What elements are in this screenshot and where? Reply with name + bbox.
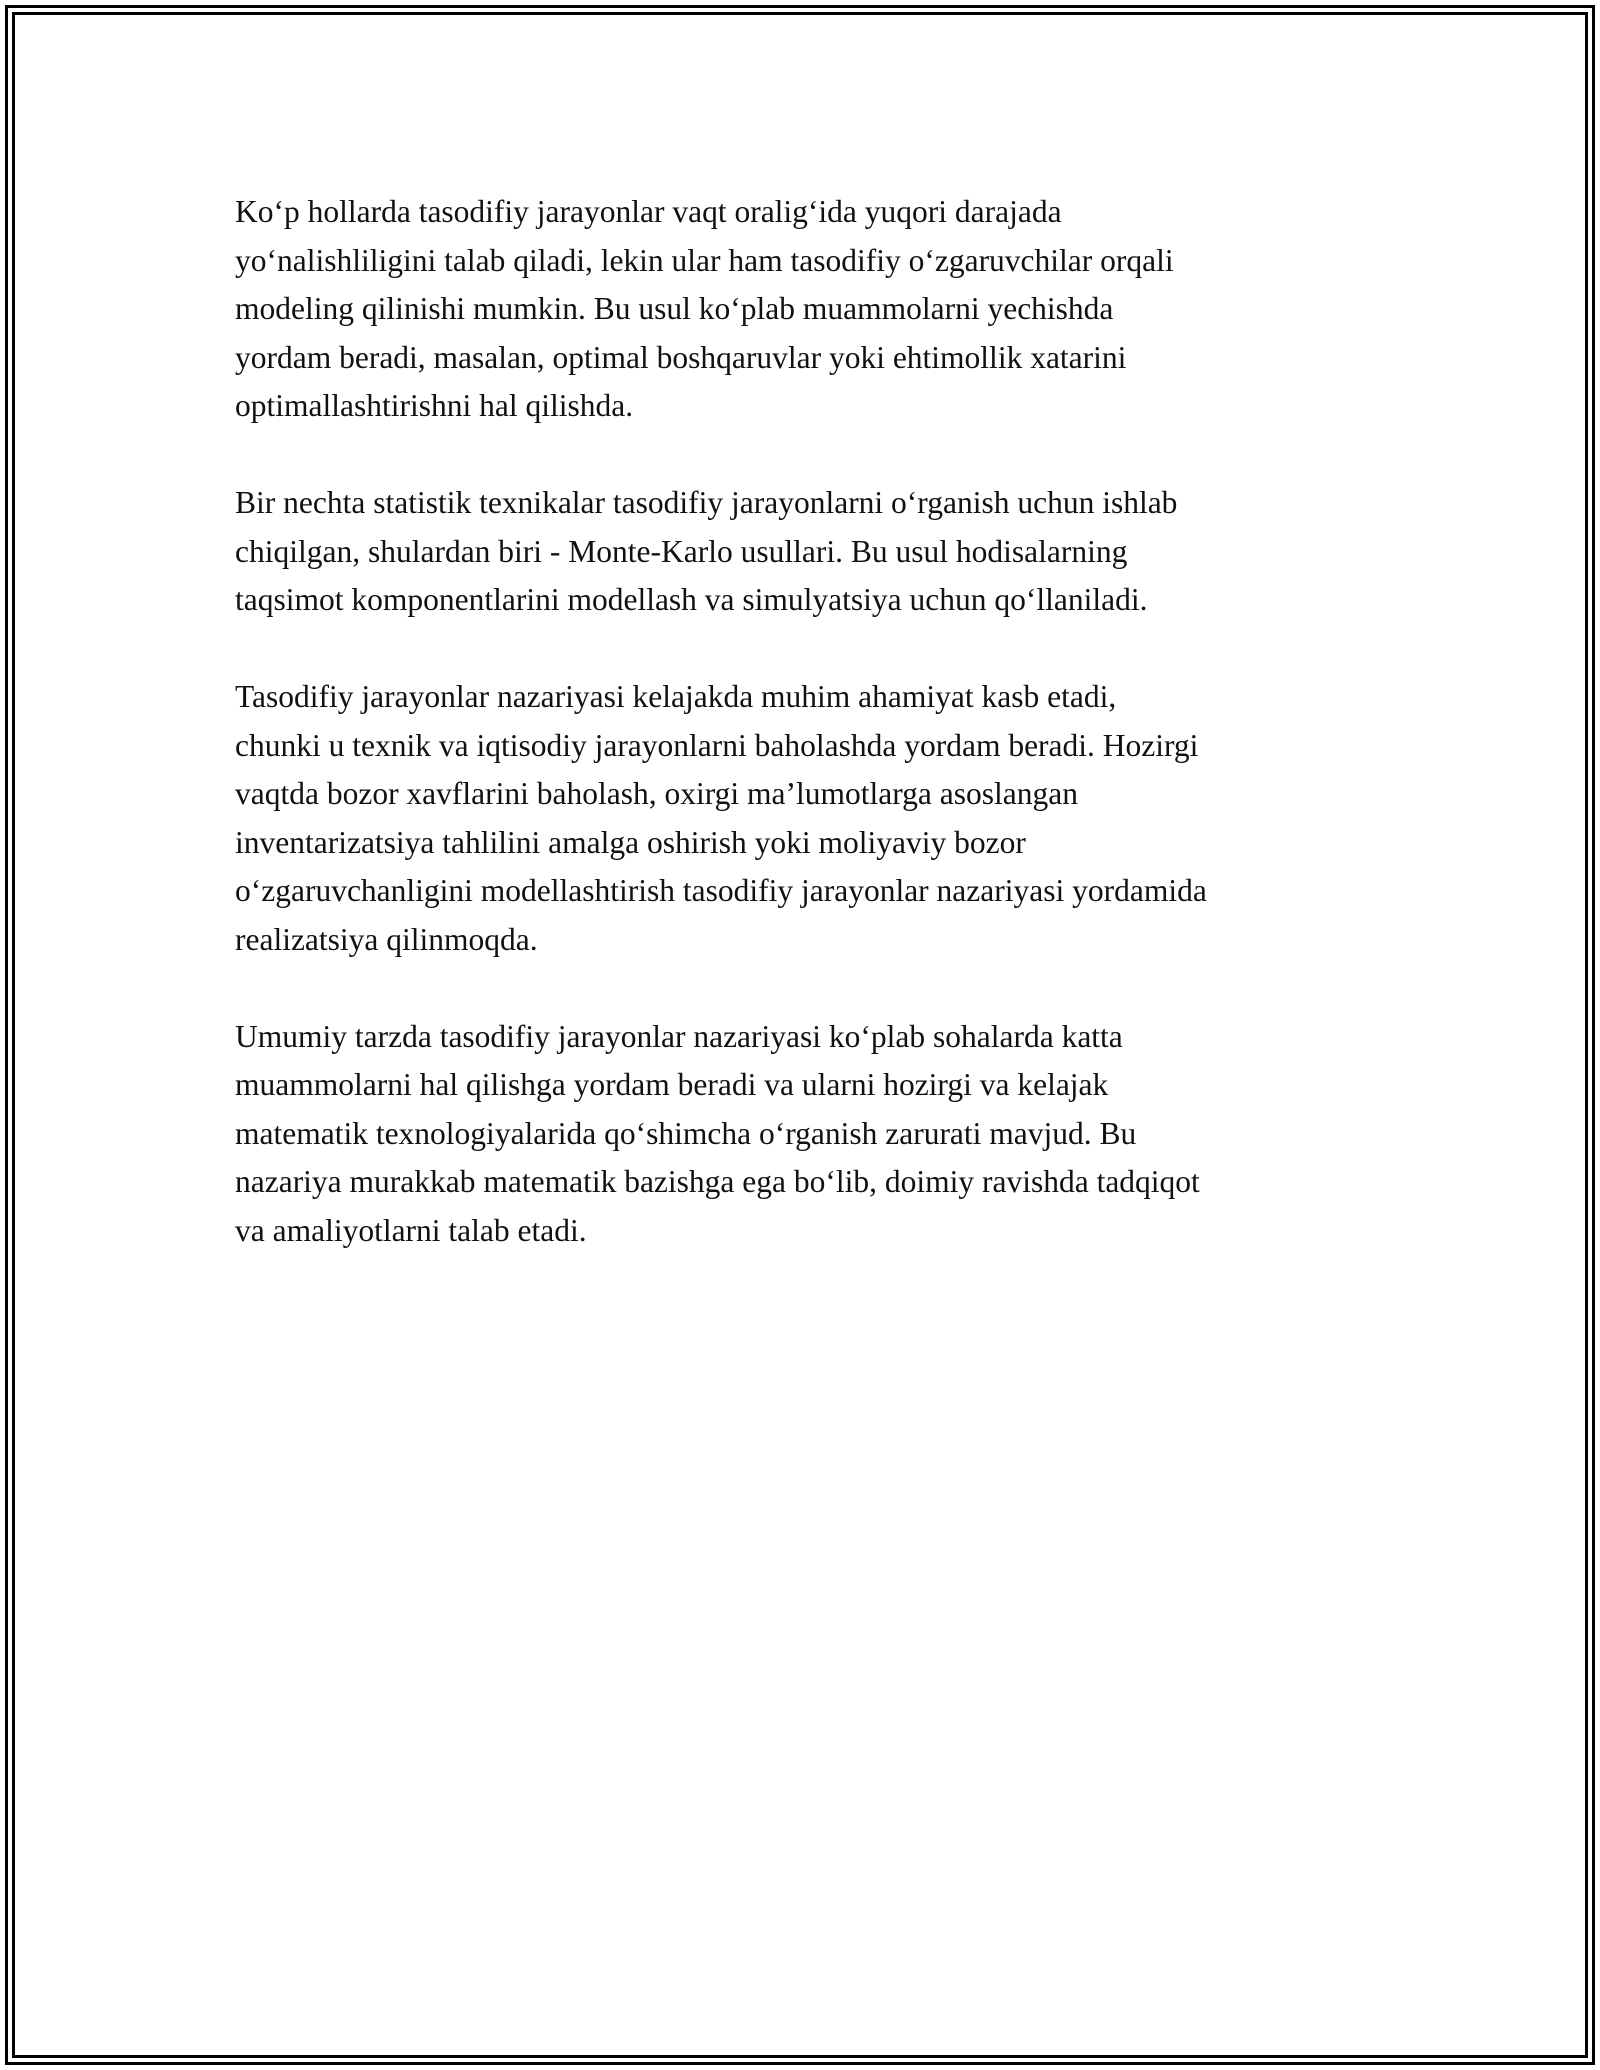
document-body bbox=[235, 188, 1385, 1304]
paragraph-4: Umumiy tarzda tasodifiy jarayonlar nazariyasi ko‘plab sohalarda katta muammolarni hal qilishga yordam beradi va ularni hozirgi va kelajak matematik texnologiyalarida qo‘shimcha o‘rganish zarurati mavjud. Bu nazariya murakkab matematik bazishga ega bo‘lib, doimiy ravishda tadqiqot va amaliyotlarni talab etadi. bbox=[235, 1018, 1200, 1248]
paragraph-1: Ko‘p hollarda tasodifiy jarayonlar vaqt oralig‘ida yuqori darajada yo‘nalishliligini talab qiladi, lekin ular ham tasodifiy o‘zgaruvchilar orqali modeling qilinishi mumkin. Bu usul ko‘plab muammolarni yechishda yordam beradi, masalan, optimal boshqaruvlar yoki ehtimollik xatarini optimallashtirishni hal qilishda. bbox=[235, 194, 1174, 423]
paragraph-3: Tasodifiy jarayonlar nazariyasi kelajakda muhim ahamiyat kasb etadi, chunki u texnik va iqtisodiy jarayonlarni baholashda yordam beradi. Hozirgi vaqtda bozor xavflarini baholash, oxirgi ma’lumotlarga asoslangan inventarizatsiya tahlilini amalga oshirish yoki moliyaviy bozor o‘zgaruvchanligini modellashtirish tasodifiy jarayonlar nazariyasi yordamida realizatsiya qilinmoqda. bbox=[235, 679, 1207, 957]
paragraph-2: Bir nechta statistik texnikalar tasodifiy jarayonlarni o‘rganish uchun ishlab chiqilgan, shulardan biri - Monte-Karlo usullari. Bu usul hodisalarning taqsimot komponentlarini modellash va simulyatsiya uchun qo‘llaniladi. bbox=[235, 485, 1178, 617]
